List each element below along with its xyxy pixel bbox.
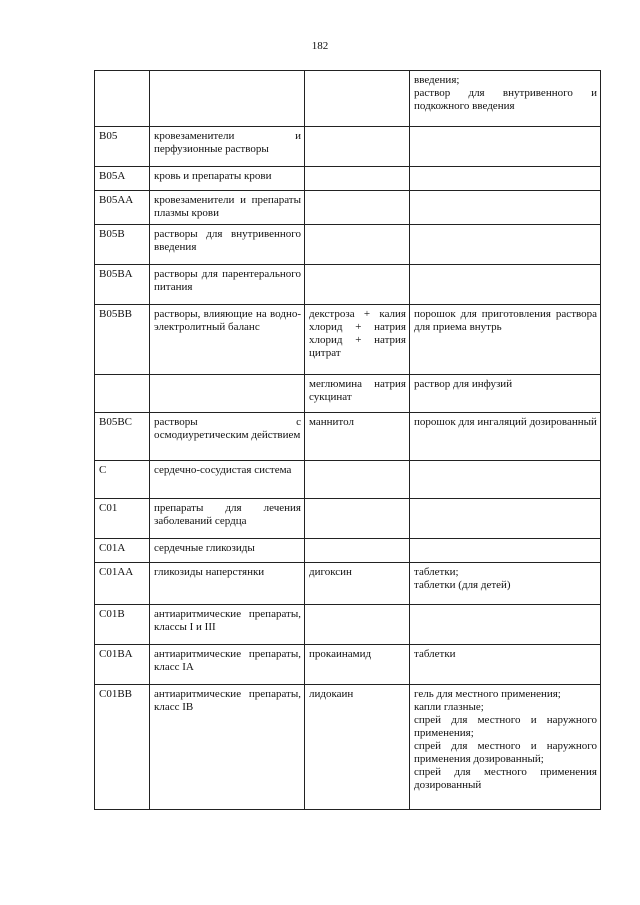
cell-text: декстроза + калия хлорид + натрия хлорид + натрия цитрат xyxy=(309,308,406,359)
cell-text: раствор для внутривенного и подкожного введения xyxy=(414,87,597,112)
drug-name-cell xyxy=(305,127,410,167)
drug-name-cell xyxy=(305,225,410,265)
dosage-form-cell xyxy=(410,375,601,413)
table-row xyxy=(95,71,601,127)
cell-text: B05AA xyxy=(99,194,134,206)
dosage-form-cell xyxy=(410,539,601,563)
cell-text: таблетки; xyxy=(414,566,459,578)
cell-text: B05 xyxy=(99,130,118,142)
cell-text: сердечно-сосудистая система xyxy=(154,464,292,476)
atc-code-cell xyxy=(95,413,150,461)
cell-text: спрей для местного и наружного применения дозированный; xyxy=(414,740,597,765)
table-row xyxy=(95,461,601,499)
drug-name-cell xyxy=(305,167,410,191)
atc-code-cell xyxy=(95,167,150,191)
dosage-form-cell xyxy=(410,605,601,645)
cell-text: C01BA xyxy=(99,648,133,660)
cell-text: гликозиды наперстянки xyxy=(154,566,265,578)
drug-name-cell xyxy=(305,685,410,810)
drug-name-cell xyxy=(305,645,410,685)
cell-text: прокаинамид xyxy=(309,648,372,660)
group-name-cell xyxy=(150,539,305,563)
cell-text: порошок для приготовления раствора для приема внутрь xyxy=(414,308,597,333)
drug-table xyxy=(94,70,601,810)
table-row xyxy=(95,305,601,375)
table-row xyxy=(95,225,601,265)
cell-text: спрей для местного и наружного применения; xyxy=(414,714,597,739)
cell-text: антиаритмические препараты, класс IB xyxy=(154,688,301,713)
atc-code-cell xyxy=(95,265,150,305)
dosage-form-cell xyxy=(410,685,601,810)
cell-text: растворы, влияющие на водно-электролитный баланс xyxy=(154,308,301,333)
cell-text: растворы с осмодиуретическим действием xyxy=(154,416,301,441)
table-row xyxy=(95,375,601,413)
table-row xyxy=(95,645,601,685)
atc-code-cell xyxy=(95,539,150,563)
group-name-cell xyxy=(150,71,305,127)
cell-text: C01 xyxy=(99,502,118,514)
dosage-form-cell xyxy=(410,305,601,375)
dosage-form-cell xyxy=(410,265,601,305)
group-name-cell xyxy=(150,167,305,191)
drug-name-cell xyxy=(305,605,410,645)
drug-name-cell xyxy=(305,265,410,305)
atc-code-cell xyxy=(95,127,150,167)
cell-text: гель для местного применения; xyxy=(414,688,561,700)
table-row xyxy=(95,499,601,539)
table-row xyxy=(95,685,601,810)
atc-code-cell xyxy=(95,605,150,645)
cell-text: капли глазные; xyxy=(414,701,484,713)
cell-text: спрей для местного применения дозированный xyxy=(414,766,597,791)
dosage-form-cell xyxy=(410,127,601,167)
page-number: 182 xyxy=(311,40,329,52)
cell-text: B05A xyxy=(99,170,126,182)
atc-code-cell xyxy=(95,225,150,265)
drug-name-cell xyxy=(305,305,410,375)
dosage-form-cell xyxy=(410,645,601,685)
dosage-form-cell xyxy=(410,413,601,461)
atc-code-cell xyxy=(95,645,150,685)
cell-text: C xyxy=(99,464,107,476)
table-row xyxy=(95,167,601,191)
cell-text: таблетки xyxy=(414,648,456,660)
cell-text: введения; xyxy=(414,74,460,86)
cell-text: B05BC xyxy=(99,416,133,428)
cell-text: порошок для ингаляций дозированный xyxy=(414,416,597,428)
cell-text: B05BA xyxy=(99,268,133,280)
cell-text: антиаритмические препараты, класс IA xyxy=(154,648,301,673)
cell-text: препараты для лечения заболеваний сердца xyxy=(154,502,301,527)
cell-text: меглюмина натрия сукцинат xyxy=(309,378,406,403)
drug-name-cell xyxy=(305,563,410,605)
group-name-cell xyxy=(150,191,305,225)
group-name-cell xyxy=(150,499,305,539)
cell-text: раствор для инфузий xyxy=(414,378,513,390)
atc-code-cell xyxy=(95,191,150,225)
dosage-form-cell xyxy=(410,225,601,265)
group-name-cell xyxy=(150,305,305,375)
cell-text: растворы для внутривенного введения xyxy=(154,228,301,253)
drug-name-cell xyxy=(305,191,410,225)
table-row xyxy=(95,605,601,645)
cell-text: антиаритмические препараты, классы I и III xyxy=(154,608,301,633)
dosage-form-cell xyxy=(410,167,601,191)
cell-text: таблетки (для детей) xyxy=(414,579,511,591)
cell-text: C01B xyxy=(99,608,125,620)
cell-text: лидокаин xyxy=(309,688,354,700)
group-name-cell xyxy=(150,225,305,265)
table-row xyxy=(95,127,601,167)
cell-text: сердечные гликозиды xyxy=(154,542,255,554)
dosage-form-cell xyxy=(410,191,601,225)
group-name-cell xyxy=(150,645,305,685)
table-row xyxy=(95,413,601,461)
drug-name-cell xyxy=(305,413,410,461)
table-row xyxy=(95,563,601,605)
cell-text: C01AA xyxy=(99,566,134,578)
group-name-cell xyxy=(150,685,305,810)
group-name-cell xyxy=(150,375,305,413)
atc-code-cell xyxy=(95,375,150,413)
atc-code-cell xyxy=(95,461,150,499)
group-name-cell xyxy=(150,127,305,167)
cell-text: B05BB xyxy=(99,308,133,320)
group-name-cell xyxy=(150,605,305,645)
group-name-cell xyxy=(150,265,305,305)
table-row xyxy=(95,539,601,563)
drug-name-cell xyxy=(305,539,410,563)
cell-text: кровь и препараты крови xyxy=(154,170,272,182)
dosage-form-cell xyxy=(410,499,601,539)
dosage-form-cell xyxy=(410,71,601,127)
atc-code-cell xyxy=(95,563,150,605)
atc-code-cell xyxy=(95,305,150,375)
group-name-cell xyxy=(150,413,305,461)
cell-text: B05B xyxy=(99,228,125,240)
cell-text: растворы для парентерального питания xyxy=(154,268,301,293)
table-row xyxy=(95,265,601,305)
dosage-form-cell xyxy=(410,563,601,605)
drug-name-cell xyxy=(305,71,410,127)
cell-text: C01BB xyxy=(99,688,133,700)
group-name-cell xyxy=(150,563,305,605)
dosage-form-cell xyxy=(410,461,601,499)
atc-code-cell xyxy=(95,71,150,127)
drug-name-cell xyxy=(305,499,410,539)
cell-text: C01A xyxy=(99,542,126,554)
table-row xyxy=(95,191,601,225)
group-name-cell xyxy=(150,461,305,499)
drug-name-cell xyxy=(305,375,410,413)
cell-text: кровезаменители и препараты плазмы крови xyxy=(154,194,301,219)
drug-name-cell xyxy=(305,461,410,499)
cell-text: маннитол xyxy=(309,416,354,428)
atc-code-cell xyxy=(95,685,150,810)
cell-text: кровезаменители и перфузионные растворы xyxy=(154,130,301,155)
cell-text: дигоксин xyxy=(309,566,352,578)
atc-code-cell xyxy=(95,499,150,539)
